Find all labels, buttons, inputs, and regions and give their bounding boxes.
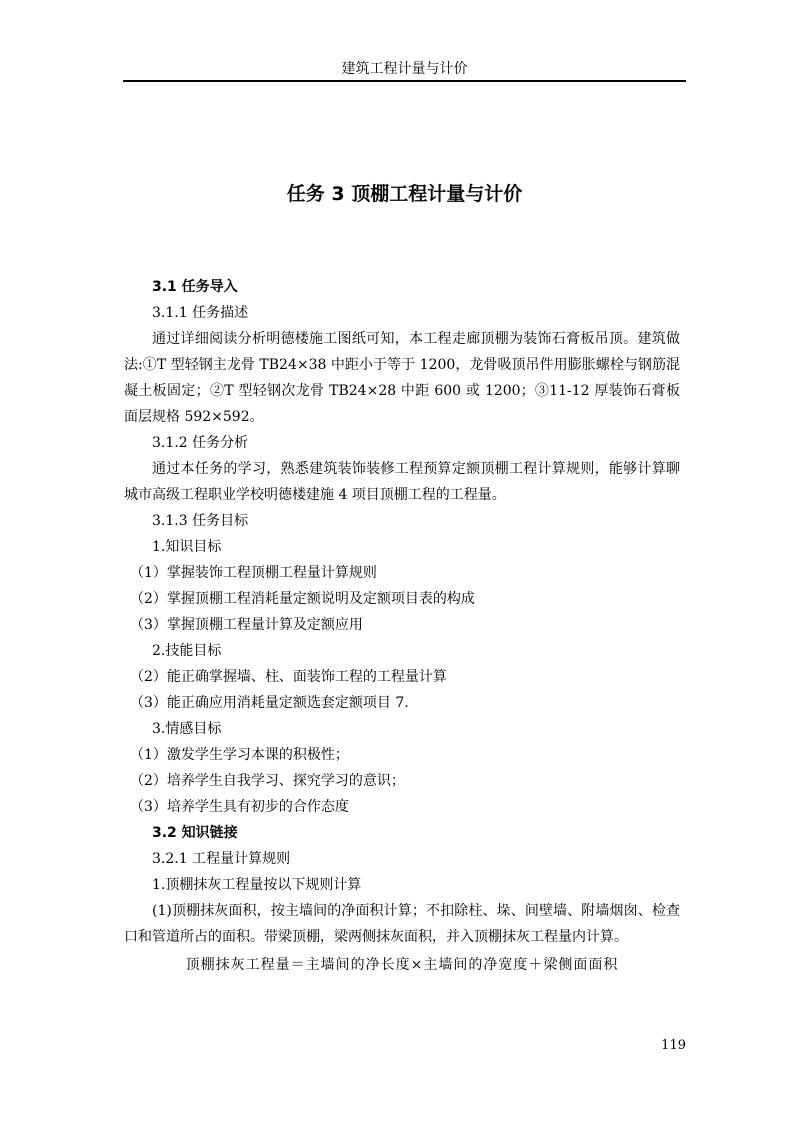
emotion-goal-item: （3）培养学生具有初步的合作态度	[130, 799, 349, 815]
subsection-heading-3-1-3: 3.1.3 任务目标	[152, 513, 249, 529]
formula-line: 顶棚抹灰工程量＝主墙间的净长度×主墙间的净宽度＋梁侧面面积	[185, 957, 619, 973]
header-rule	[123, 80, 686, 82]
knowledge-goal-item: （3）掌握顶棚工程量计算及定额应用	[130, 617, 363, 633]
document-body	[124, 274, 680, 978]
rule-heading: 1.顶棚抹灰工程量按以下规则计算	[152, 877, 362, 893]
knowledge-goal-item: （1）掌握装饰工程顶棚工程量计算规则	[130, 565, 377, 581]
task-description-paragraph: 通过详细阅读分析明德楼施工图纸可知，本工程走廊顶棚为装饰石膏板吊顶。建筑做法:①T 型轻钢主龙骨 TB24×38 中距小于等于 1200，龙骨吸顶吊件用膨胀螺栓与钢筋混凝土板固定；②T 型轻钢次龙骨 TB24×28 中距 600 或 1200；③11-12 厚装饰石膏板面层规格 592×592。	[124, 331, 680, 425]
emotion-goal-item: （1）激发学生学习本课的积极性；	[130, 747, 349, 763]
emotion-goal-item: （2）培养学生自我学习、探究学习的意识；	[130, 773, 405, 789]
page-number: 119	[661, 1038, 686, 1053]
emotion-goals-heading: 3.情感目标	[152, 721, 222, 737]
knowledge-goals-heading: 1.知识目标	[152, 539, 222, 555]
rule-paragraph: (1)顶棚抹灰面积，按主墙间的净面积计算；不扣除柱、垛、间壁墙、附墙烟囱、检查口和管道所占的面积。带梁顶棚，梁两侧抹灰面积，并入顶棚抹灰工程量内计算。	[124, 903, 680, 945]
skill-goals-heading: 2.技能目标	[152, 643, 222, 659]
subsection-heading-3-2-1: 3.2.1 工程量计算规则	[152, 851, 291, 867]
skill-goal-item: （2）能正确掌握墙、柱、面装饰工程的工程量计算	[130, 669, 447, 685]
skill-goal-item: （3）能正确应用消耗量定额选套定额项目 7.	[130, 695, 409, 711]
subsection-heading-3-1-1: 3.1.1 任务描述	[152, 305, 249, 321]
task-analysis-paragraph: 通过本任务的学习，熟悉建筑装饰装修工程预算定额顶棚工程计算规则，能够计算聊城市高级工程职业学校明德楼建施 4 项目顶棚工程的工程量。	[124, 461, 680, 503]
section-heading-3-2: 3.2 知识链接	[152, 825, 238, 841]
section-heading-3-1: 3.1 任务导入	[152, 279, 238, 295]
page-title: 任务 3 顶棚工程计量与计价	[286, 183, 523, 205]
subsection-heading-3-1-2: 3.1.2 任务分析	[152, 435, 249, 451]
running-header: 建筑工程计量与计价	[341, 61, 468, 77]
knowledge-goal-item: （2）掌握顶棚工程消耗量定额说明及定额项目表的构成	[130, 591, 475, 607]
